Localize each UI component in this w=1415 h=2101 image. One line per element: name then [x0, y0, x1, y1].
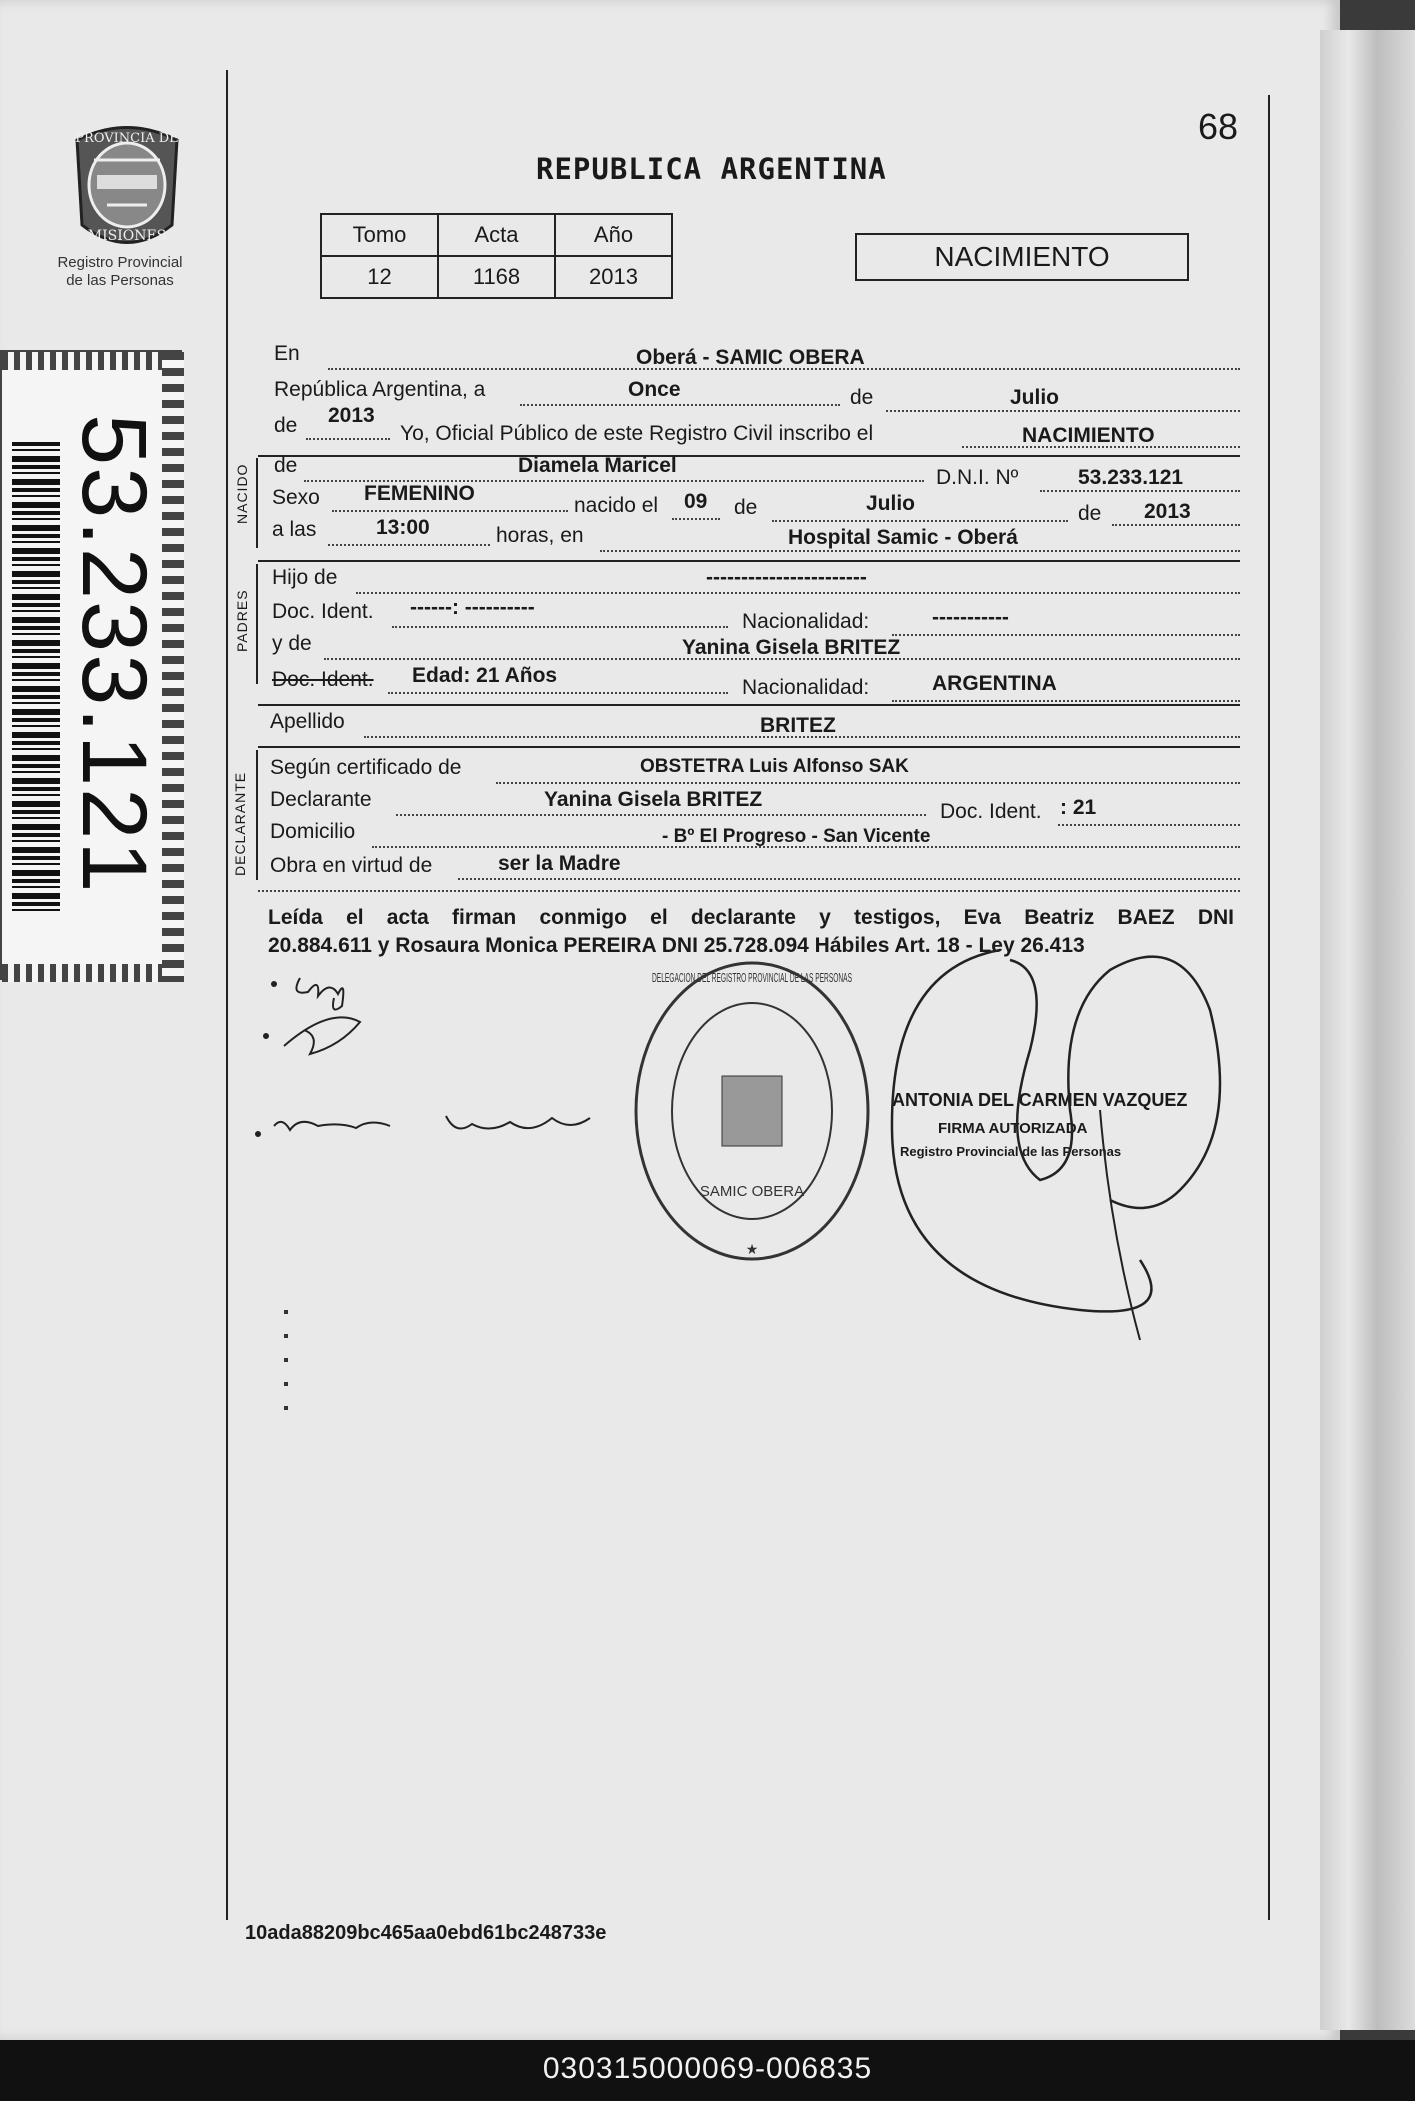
dotted-line: [772, 520, 1068, 522]
dotted-line: [332, 510, 568, 512]
section-label-padres: PADRES: [234, 589, 250, 652]
inscribo-value: NACIMIENTO: [1022, 424, 1155, 447]
section-divider: [258, 560, 1240, 562]
section-divider: [258, 746, 1240, 748]
dotted-line: [892, 634, 1240, 636]
place-value: Hospital Samic - Oberá: [788, 526, 1018, 549]
dni-label: D.N.I. Nº: [936, 466, 1019, 489]
nacionalidad-label: Nacionalidad:: [742, 610, 870, 633]
record-table-cell: 1168: [438, 256, 555, 298]
stamp-outer-text: DELEGACION DEL REGISTRO PROVINCIAL DE LAS PERSONAS: [652, 970, 853, 985]
dotted-line: [1040, 490, 1240, 492]
doc-ident-value: ------: ----------: [410, 596, 535, 619]
record-type-box: NACIMIENTO: [855, 233, 1189, 281]
month-value: Julio: [1010, 386, 1060, 409]
registry-stamp-icon: [632, 956, 872, 1266]
birth-day-value: 09: [684, 490, 708, 513]
dotted-line: [672, 518, 720, 520]
de5-label: de: [1078, 502, 1102, 525]
section-divider: [258, 455, 1240, 457]
seal-top-text: PROVINCIA DE: [75, 131, 179, 146]
domicilio-value: - Bº El Progreso - San Vicente: [662, 826, 931, 847]
doc-ident2-label: Doc. Ident.: [940, 800, 1042, 823]
dotted-line: [396, 814, 926, 816]
record-table: [320, 213, 673, 299]
segun-label: Según certificado de: [270, 756, 462, 779]
dotted-line: [1058, 824, 1240, 826]
horas-label: horas, en: [496, 524, 584, 547]
book-edge: [1320, 30, 1415, 2030]
sexo-value: FEMENINO: [364, 482, 475, 505]
margin-line: [226, 70, 228, 1920]
dotted-line: [458, 878, 1240, 880]
dni-value: 53.233.121: [1078, 466, 1184, 489]
sticker-number: 53.233.121: [63, 414, 165, 895]
domicilio-label: Domicilio: [270, 820, 356, 843]
day-value: Once: [628, 378, 681, 401]
seal-caption-line1: Registro Provincial: [57, 254, 183, 271]
section-bracket: [256, 750, 258, 880]
closing-text-line1: Leída el acta firman conmigo el declarante y testigos, Eva Beatriz BAEZ DNI: [268, 906, 1234, 929]
document-hash: 10ada88209bc465aa0ebd61bc248733e: [245, 1922, 607, 1944]
apellido-value: BRITEZ: [760, 714, 836, 737]
edad-value: Edad: 21 Años: [412, 664, 558, 687]
barcode-sticker: [0, 350, 182, 980]
nacionalidad-value: -----------: [932, 606, 1009, 629]
star-icon: ★: [745, 1241, 759, 1257]
stamp-inner-text: SAMIC OBERA: [699, 1183, 805, 1200]
dotted-line: [328, 544, 490, 546]
closing-text-line2: 20.884.611 y Rosaura Monica PEREIRA DNI 25.728.094 Hábiles Art. 18 - Ley 26.413: [268, 934, 1085, 957]
official-name-stamp: ANTONIA DEL CARMEN VAZQUEZ: [892, 1090, 1188, 1110]
child-name-value: Diamela Maricel: [518, 454, 677, 477]
province-seal-icon: [62, 120, 192, 260]
record-table-header: Acta: [438, 214, 555, 256]
official-signature: [880, 930, 1260, 1360]
right-margin-line: [1268, 95, 1270, 1920]
seal-caption: [40, 254, 200, 290]
dotted-line: [520, 404, 840, 406]
section-label-declarante: DECLARANTE: [232, 771, 248, 876]
declarante-value: Yanina Gisela BRITEZ: [544, 788, 763, 811]
hijo-label: Hijo de: [272, 566, 338, 589]
record-table-header-row: [321, 214, 672, 256]
year-value: 2013: [328, 404, 375, 427]
barcode: [12, 442, 60, 912]
witness-signatures: [260, 966, 620, 1166]
yde-label: y de: [272, 632, 312, 655]
doc-ident-label: Doc. Ident.: [272, 600, 374, 623]
mother-name-value: Yanina Gisela BRITEZ: [682, 636, 901, 659]
section-divider: [258, 704, 1240, 706]
dotted-line: [306, 438, 390, 440]
seal-caption-line2: de las Personas: [66, 272, 174, 289]
obra-label: Obra en virtud de: [270, 854, 433, 877]
record-table-cell: 12: [321, 256, 438, 298]
record-table-header: Tomo: [321, 214, 438, 256]
apellido-label: Apellido: [270, 710, 345, 733]
obra-value: ser la Madre: [498, 852, 621, 875]
official-role-stamp: FIRMA AUTORIZADA: [938, 1120, 1088, 1137]
dotted-line: [388, 692, 728, 694]
page-number: 68: [1198, 106, 1239, 147]
birth-month-value: Julio: [866, 492, 916, 515]
dotted-line: [496, 782, 1240, 784]
margin-dots: [284, 1310, 288, 1420]
de2-label: de: [274, 414, 298, 437]
segun-value: OBSTETRA Luis Alfonso SAK: [640, 756, 909, 777]
nacionalidad2-value: ARGENTINA: [932, 672, 1057, 695]
doc-ident2-value: : 21: [1060, 796, 1097, 819]
hijo-value: -----------------------: [706, 566, 867, 589]
official-registry-stamp: Registro Provincial de las Personas: [900, 1144, 1122, 1159]
time-value: 13:00: [376, 516, 430, 539]
en-value: Oberá - SAMIC OBERA: [636, 346, 865, 369]
a-las-label: a las: [272, 518, 317, 541]
sticker-border-bottom: [2, 964, 184, 982]
sticker-border-right: [162, 352, 184, 982]
dotted-line: [258, 890, 1240, 892]
nacionalidad2-label: Nacionalidad:: [742, 676, 870, 699]
dotted-line: [1112, 524, 1240, 526]
birth-year-value: 2013: [1144, 500, 1191, 523]
footer-id: 030315000069-006835: [542, 2052, 873, 2085]
record-table-value-row: [321, 256, 672, 298]
en-label: En: [274, 342, 300, 365]
de-label: de: [850, 386, 874, 409]
declarante-label: Declarante: [270, 788, 372, 811]
record-table-cell: 2013: [555, 256, 672, 298]
sticker-border-top: [2, 352, 184, 370]
dotted-line: [392, 626, 728, 628]
section-bracket: [256, 458, 258, 548]
section-label-nacido: NACIDO: [234, 463, 250, 524]
oficial-text: Yo, Oficial Público de este Registro Civil inscribo el: [400, 422, 874, 445]
doc-ident-struck-label: Doc. Ident.: [272, 668, 374, 691]
republica-label: República Argentina, a: [274, 378, 486, 401]
section-bracket: [256, 564, 258, 684]
de4-label: de: [734, 496, 758, 519]
dotted-line: [356, 592, 1240, 594]
page-title: REPUBLICA ARGENTINA: [536, 152, 887, 186]
dotted-line: [600, 550, 1240, 552]
dotted-line: [892, 700, 1240, 702]
de3-label: de: [274, 454, 298, 477]
nacido-el-label: nacido el: [574, 494, 659, 517]
seal-bottom-text: MISIONES: [87, 228, 167, 244]
sexo-label: Sexo: [272, 486, 320, 509]
record-table-header: Año: [555, 214, 672, 256]
dotted-line: [886, 410, 1240, 412]
